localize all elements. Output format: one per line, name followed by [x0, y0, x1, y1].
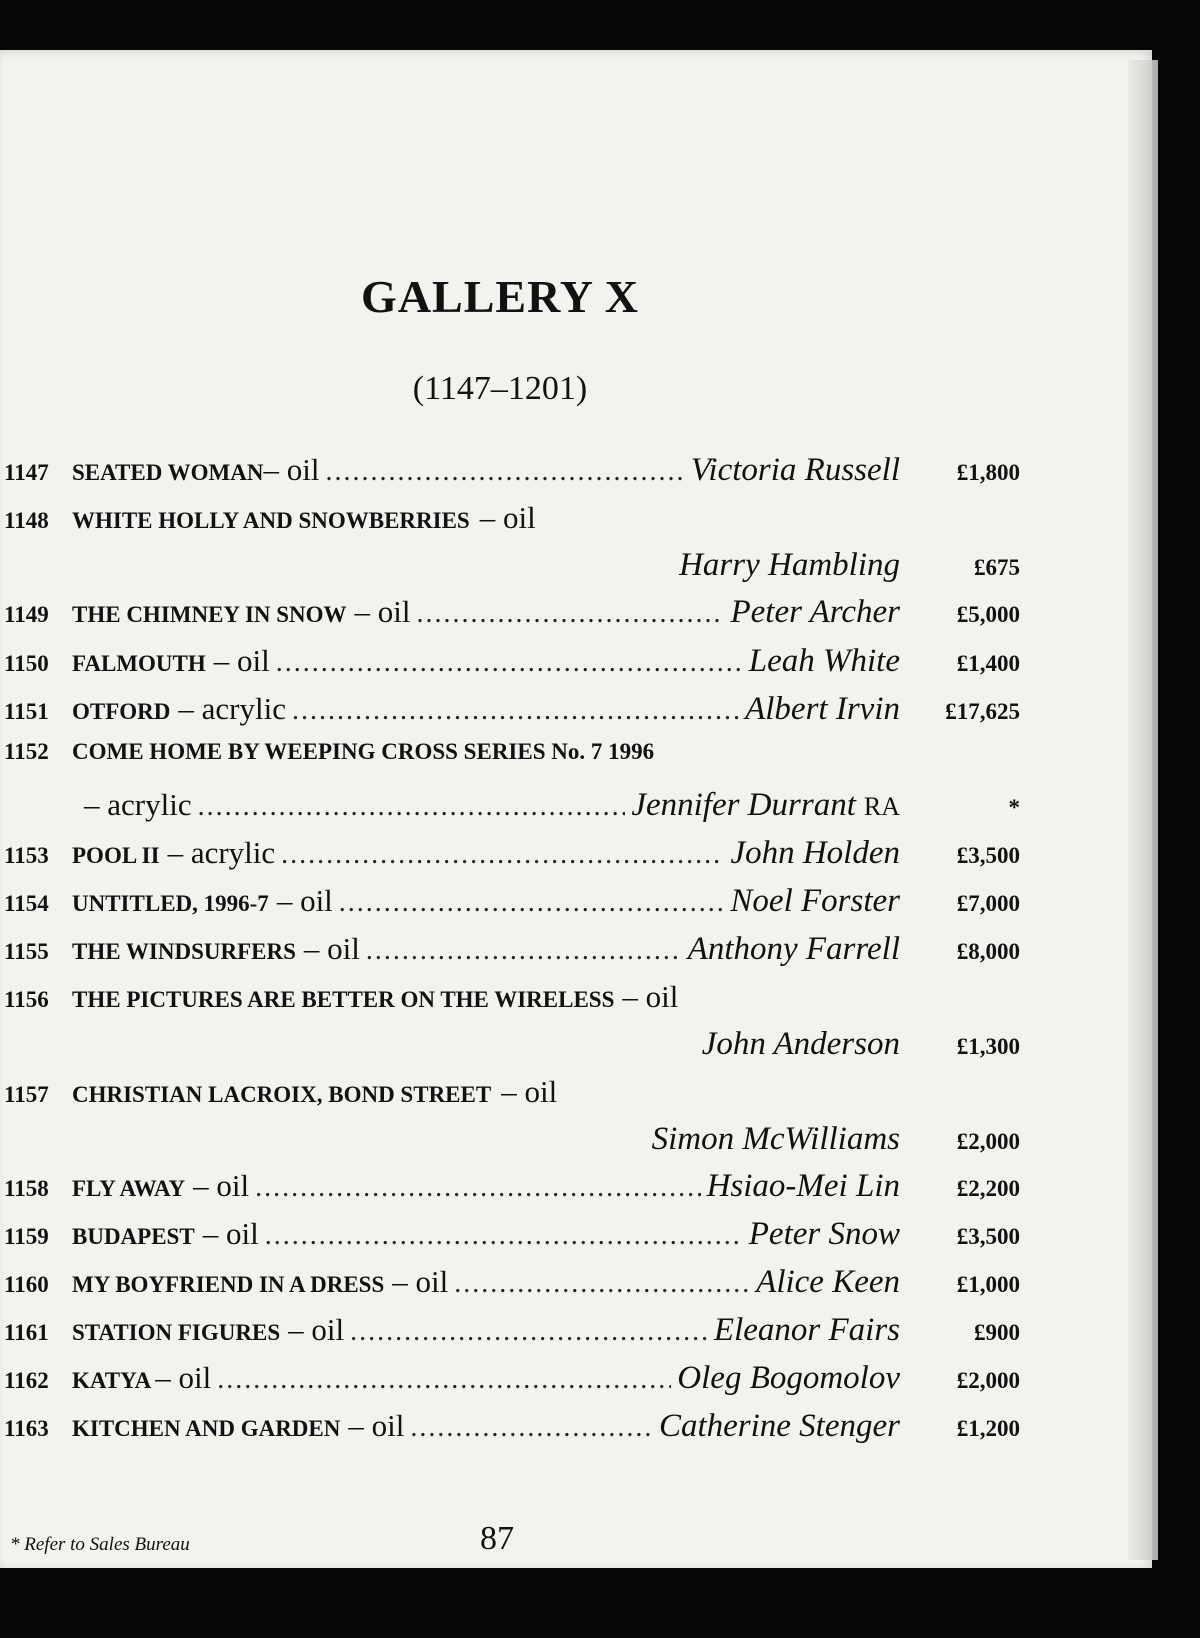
entry-title: FALMOUTH: [72, 651, 206, 676]
entry-number: 1156: [4, 987, 49, 1012]
dot-leader: [366, 935, 682, 967]
list-item-continuation: [4, 787, 1020, 831]
entry-number: 1150: [4, 651, 49, 676]
entry-medium: – oil: [213, 643, 270, 678]
dot-leader: [350, 1316, 708, 1348]
entry-title: BUDAPEST: [72, 1224, 195, 1249]
list-item: [4, 883, 1020, 927]
entry-number: 1157: [4, 1082, 49, 1107]
dot-leader: [276, 647, 743, 679]
entry-medium: – oil: [276, 883, 333, 918]
entry-artist: Oleg Bogomolov: [677, 1360, 900, 1396]
entry-artist: Hsiao-Mei Lin: [706, 1168, 900, 1204]
dot-leader: [265, 1220, 743, 1252]
list-item: [4, 739, 1020, 783]
entry-artist: Albert Irvin: [745, 691, 900, 727]
list-item: [4, 1408, 1020, 1452]
entry-artist: Peter Archer: [730, 594, 900, 630]
entry-medium: – oil: [354, 594, 411, 629]
entry-medium: – oil: [392, 1264, 449, 1299]
entry-medium: – oil: [193, 1168, 250, 1203]
entry-title: THE CHIMNEY IN SNOW: [72, 602, 347, 627]
entry-number: 1147: [4, 460, 49, 485]
dot-leader: [339, 887, 725, 919]
entry-title: MY BOYFRIEND IN A DRESS: [72, 1272, 385, 1297]
footnote: * Refer to Sales Bureau: [10, 1534, 190, 1555]
list-item: [4, 931, 1020, 975]
entry-price: £2,200: [956, 1176, 1020, 1201]
entry-number: 1163: [4, 1416, 49, 1441]
entry-artist: Eleanor Fairs: [713, 1312, 900, 1348]
catalogue-range: (1147–1201): [412, 370, 588, 407]
entry-price: £1,300: [956, 1034, 1020, 1059]
entry-medium: – oil: [501, 1074, 558, 1109]
list-item: [4, 1264, 1020, 1308]
entry-title: KITCHEN AND GARDEN: [72, 1416, 341, 1441]
entry-title: STATION FIGURES: [72, 1320, 281, 1345]
entry-artist: Alice Keen: [756, 1264, 900, 1300]
dot-leader: [325, 456, 684, 488]
entry-artist: Jennifer Durrant: [631, 787, 856, 823]
list-item: [4, 594, 1020, 638]
entry-artist: Simon McWilliams: [651, 1121, 900, 1157]
entry-title: COME HOME BY WEEPING CROSS SERIES No. 7 1996: [72, 739, 655, 764]
entry-medium: – oil: [622, 979, 679, 1014]
entry-title: CHRISTIAN LACROIX, BOND STREET: [72, 1082, 492, 1107]
entry-number: 1154: [4, 891, 49, 916]
entry-artist: John Holden: [730, 835, 900, 871]
entry-medium: – oil: [348, 1408, 405, 1443]
entry-number: 1151: [4, 699, 49, 724]
entry-price: £3,500: [956, 843, 1020, 868]
entry-medium: – oil: [155, 1360, 212, 1395]
dot-leader: [454, 1268, 750, 1300]
list-item-continuation: [4, 1026, 1020, 1070]
list-item: [4, 1216, 1020, 1260]
entry-medium: – acrylic: [167, 835, 276, 870]
list-item-continuation: [4, 1121, 1020, 1165]
entry-price: £1,000: [956, 1272, 1020, 1297]
entry-artist-suffix: RA: [863, 792, 900, 821]
dot-leader: [217, 1364, 671, 1396]
list-item: [4, 1168, 1020, 1212]
entry-medium: – oil: [479, 500, 536, 535]
entry-price: £1,200: [956, 1416, 1020, 1441]
entry-title: THE PICTURES ARE BETTER ON THE WIRELESS: [72, 987, 615, 1012]
entry-artist: Anthony Farrell: [687, 931, 900, 967]
entry-artist: John Anderson: [701, 1026, 900, 1062]
entry-title: FLY AWAY: [72, 1176, 186, 1201]
entry-artist: Catherine Stenger: [658, 1408, 900, 1444]
entry-price: £1,800: [956, 460, 1020, 485]
page-edge: [1128, 60, 1158, 1560]
entry-number: 1148: [4, 508, 49, 533]
list-item: [4, 1074, 1020, 1118]
entry-title: WHITE HOLLY AND SNOWBERRIES: [72, 508, 470, 533]
entry-price: £900: [974, 1320, 1020, 1345]
entry-artist: Leah White: [748, 643, 900, 679]
entry-title: KATYA: [72, 1368, 152, 1393]
entry-number: 1161: [4, 1320, 49, 1345]
entry-price: £8,000: [956, 939, 1020, 964]
dot-leader: [292, 695, 739, 727]
entry-price: £17,625: [945, 699, 1020, 724]
entry-title: THE WINDSURFERS: [72, 939, 296, 964]
entry-title: POOL II: [72, 843, 160, 868]
entry-title: UNTITLED, 1996-7: [72, 891, 269, 916]
list-item: [4, 835, 1020, 879]
entry-number: 1152: [4, 739, 49, 764]
entry-price: £2,000: [956, 1129, 1020, 1154]
entry-medium: – oil: [263, 452, 320, 487]
entry-number: 1158: [4, 1176, 49, 1201]
entry-title: SEATED WOMAN: [72, 460, 264, 485]
entry-medium: – acrylic: [84, 787, 192, 822]
list-item: [4, 1312, 1020, 1356]
entry-medium: – oil: [288, 1312, 345, 1347]
entry-medium: – oil: [303, 931, 360, 966]
entry-medium: – acrylic: [178, 691, 286, 726]
entry-title: OTFORD: [72, 699, 171, 724]
dot-leader: [410, 1412, 653, 1444]
entry-artist: Noel Forster: [730, 883, 900, 919]
list-item-continuation: [4, 547, 1020, 591]
entry-artist: Peter Snow: [748, 1216, 900, 1252]
entry-artist: Harry Hambling: [679, 547, 900, 583]
entry-number: 1160: [4, 1272, 49, 1297]
list-item: [4, 979, 1020, 1023]
list-item: [4, 1360, 1020, 1404]
entry-number: 1153: [4, 843, 49, 868]
entry-price: £675: [974, 555, 1020, 580]
entry-artist: Victoria Russell: [690, 452, 900, 488]
dot-leader: [255, 1172, 700, 1204]
list-item: [4, 500, 1020, 544]
entry-price: £2,000: [956, 1368, 1020, 1393]
entry-price: *: [1008, 795, 1020, 820]
dot-leader: [417, 598, 725, 630]
entry-number: 1155: [4, 939, 49, 964]
entry-number: 1149: [4, 602, 49, 627]
catalogue-page: [0, 50, 1152, 1568]
entry-price: £3,500: [956, 1224, 1020, 1249]
entry-price: £7,000: [956, 891, 1020, 916]
page-number: 87: [480, 1520, 514, 1557]
entry-number: 1162: [4, 1368, 49, 1393]
entry-number: 1159: [4, 1224, 49, 1249]
entry-price: £1,400: [956, 651, 1020, 676]
list-item: [4, 691, 1020, 735]
list-item: [4, 452, 1020, 496]
gallery-title: GALLERY X: [361, 271, 639, 322]
dot-leader: [281, 839, 724, 871]
list-item: [4, 643, 1020, 687]
dot-leader: [198, 791, 626, 823]
entry-medium: – oil: [202, 1216, 259, 1251]
entry-price: £5,000: [956, 602, 1020, 627]
